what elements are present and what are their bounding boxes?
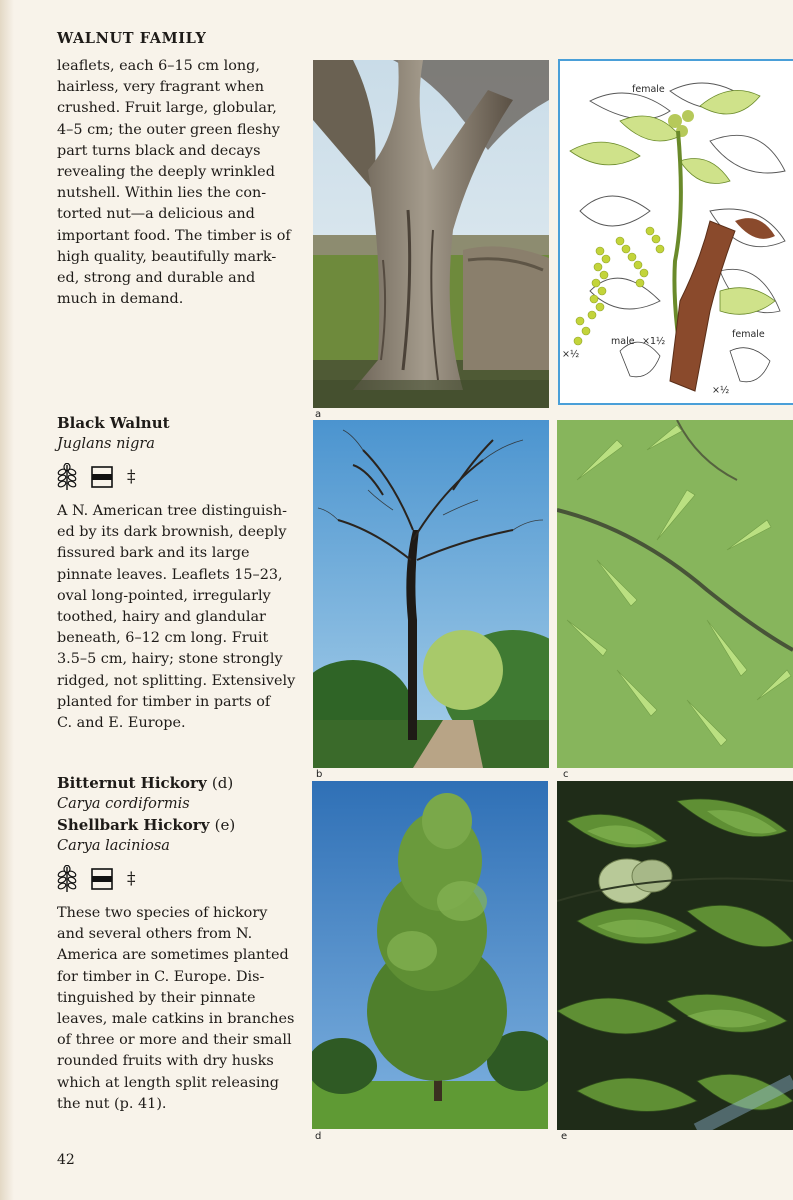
label-female-top: female <box>632 84 665 95</box>
intro-text-block <box>57 56 302 310</box>
species-latin-bitternut: Carya cordiformis <box>57 796 190 812</box>
photo-hickory-leaves <box>557 781 793 1130</box>
bark-band-icon <box>91 868 113 890</box>
species-latin-shellbark: Carya laciniosa <box>57 838 170 854</box>
caption-a: a <box>315 409 322 420</box>
page-edge-shadow <box>0 0 14 1200</box>
label-male-scale: ×1½ <box>642 336 666 347</box>
species-name: Black Walnut <box>57 414 170 432</box>
pinnate-leaf-icon <box>57 865 77 893</box>
caption-e: e <box>561 1131 568 1142</box>
black-walnut-description: A N. American tree distinguish- ed by its dark brownish, deeply fissured bark and its large pinnate leaves. Leaflets 15–23, oval long-pointed, irregularly toothed, hairy and glandular beneath, 6–12 cm long. Fruit 3.5–5 cm, hairy; stone strongly ridged, not splitting. Extensively planted for timber in parts of C. and E. Europe. <box>57 503 296 732</box>
pinnate-leaf-icon <box>57 463 77 491</box>
section-header: WALNUT FAMILY <box>57 30 207 47</box>
hickory-description: These two species of hickory and several others from N. America are sometimes planted for timber in C. Europe. Dis- tinguished by their pinnate leaves, male catkins in branches of three or more and their small rounded fruits with dry husks which at length split releasing the nut (p. 41). <box>57 905 295 1112</box>
habitat-symbols <box>57 865 302 893</box>
caption-c: c <box>563 769 569 780</box>
intro-paragraph: leaflets, each 6–15 cm long, hairless, very fragrant when crushed. Fruit large, globular, 4–5 cm; the outer green fleshy part turns black and decays revealing the deeply wrinkled nutshell. Within lies the con- torted nut—a delicious and important food. The timber is of high quality, beautifully mark- ed, strong and durable and much in demand. <box>57 58 291 308</box>
photo-black-walnut-leaves <box>557 420 793 768</box>
page-number: 42 <box>57 1152 75 1168</box>
label-bottom-scale: ×½ <box>712 385 730 396</box>
species-latin-name: Juglans nigra <box>57 436 155 452</box>
photo-bitternut-hickory-tree <box>312 781 548 1129</box>
caption-b: b <box>316 769 323 780</box>
bark-band-icon <box>91 466 113 488</box>
caption-d: d <box>315 1131 322 1142</box>
dagger-symbol: ‡ <box>127 467 136 487</box>
label-male: male <box>611 336 635 347</box>
illustration-walnut-catkins <box>558 59 793 405</box>
species-name-shellbark: Shellbark Hickory (e) <box>57 816 236 834</box>
habitat-symbols <box>57 463 302 491</box>
photo-walnut-trunk <box>313 60 549 408</box>
photo-black-walnut-tree <box>313 420 549 768</box>
label-left-scale: ×½ <box>562 349 580 360</box>
dagger-symbol: ‡ <box>127 869 136 889</box>
label-female-side: female <box>732 329 765 340</box>
hickory-entry <box>57 773 302 1115</box>
black-walnut-entry <box>57 413 302 734</box>
species-name-bitternut: Bitternut Hickory (d) <box>57 774 234 792</box>
